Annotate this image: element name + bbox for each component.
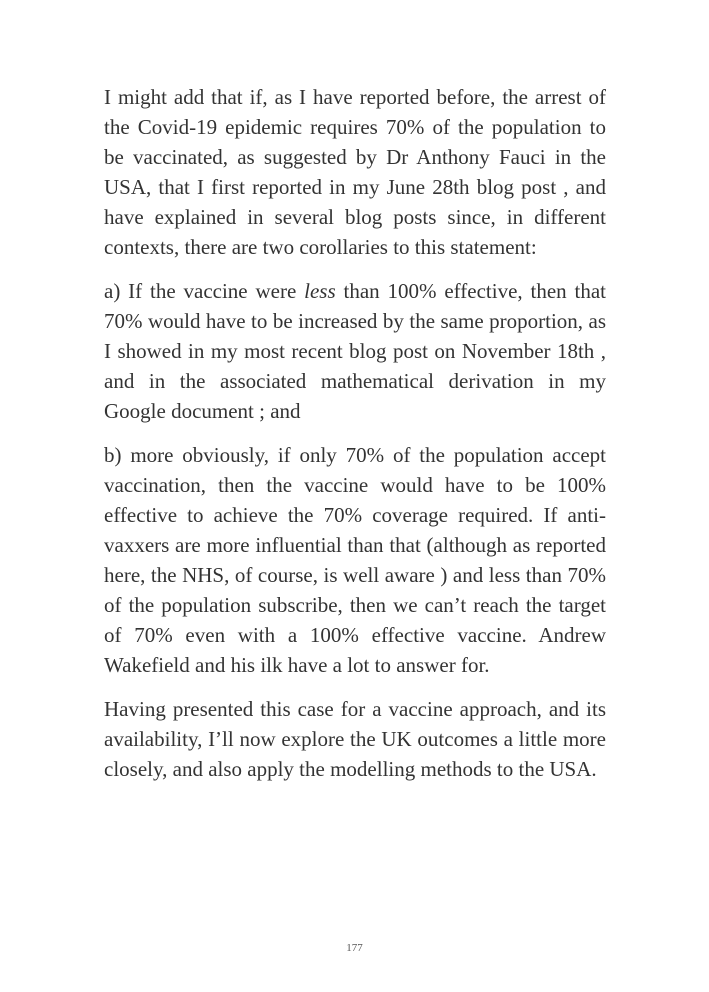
corollary-a-rest: than 100% effective, then that 70% would have to be increased by the same proportion, as I showed in my most recent blog post on November 18th , and in the associated mathematical derivation in my Google document ; and	[104, 279, 607, 423]
corollary-a-lead: a) If the vaccine were	[104, 279, 305, 303]
body-text	[104, 82, 606, 798]
paragraph-corollary-a	[104, 276, 606, 426]
paragraph-intro: I might add that if, as I have reported before, the arrest of the Covid-19 epidemic requires 70% of the population to be vaccinated, as suggested by Dr Anthony Fauci in the USA, that I first reported in my June 28th blog post , and have explained in several blog posts since, in different contexts, there are two corollaries to this statement:	[104, 85, 606, 259]
page-number: 177	[346, 942, 363, 954]
paragraph-conclusion: Having presented this case for a vaccine approach, and its availability, I’ll now explore the UK outcomes a little more closely, and also apply the modelling methods to the USA.	[104, 697, 606, 781]
corollary-a-emphasis: less	[304, 279, 336, 303]
paragraph-corollary-b: b) more obviously, if only 70% of the population accept vaccination, then the vaccine would have to be 100% effective to achieve the 70% coverage required. If anti-vaxxers are more influential than that (although as reported here, the NHS, of course, is well aware ) and less than 70% of the population subscribe, then we can’t reach the target of 70% even with a 100% effective vaccine. Andrew Wakefield and his ilk have a lot to answer for.	[104, 443, 606, 677]
